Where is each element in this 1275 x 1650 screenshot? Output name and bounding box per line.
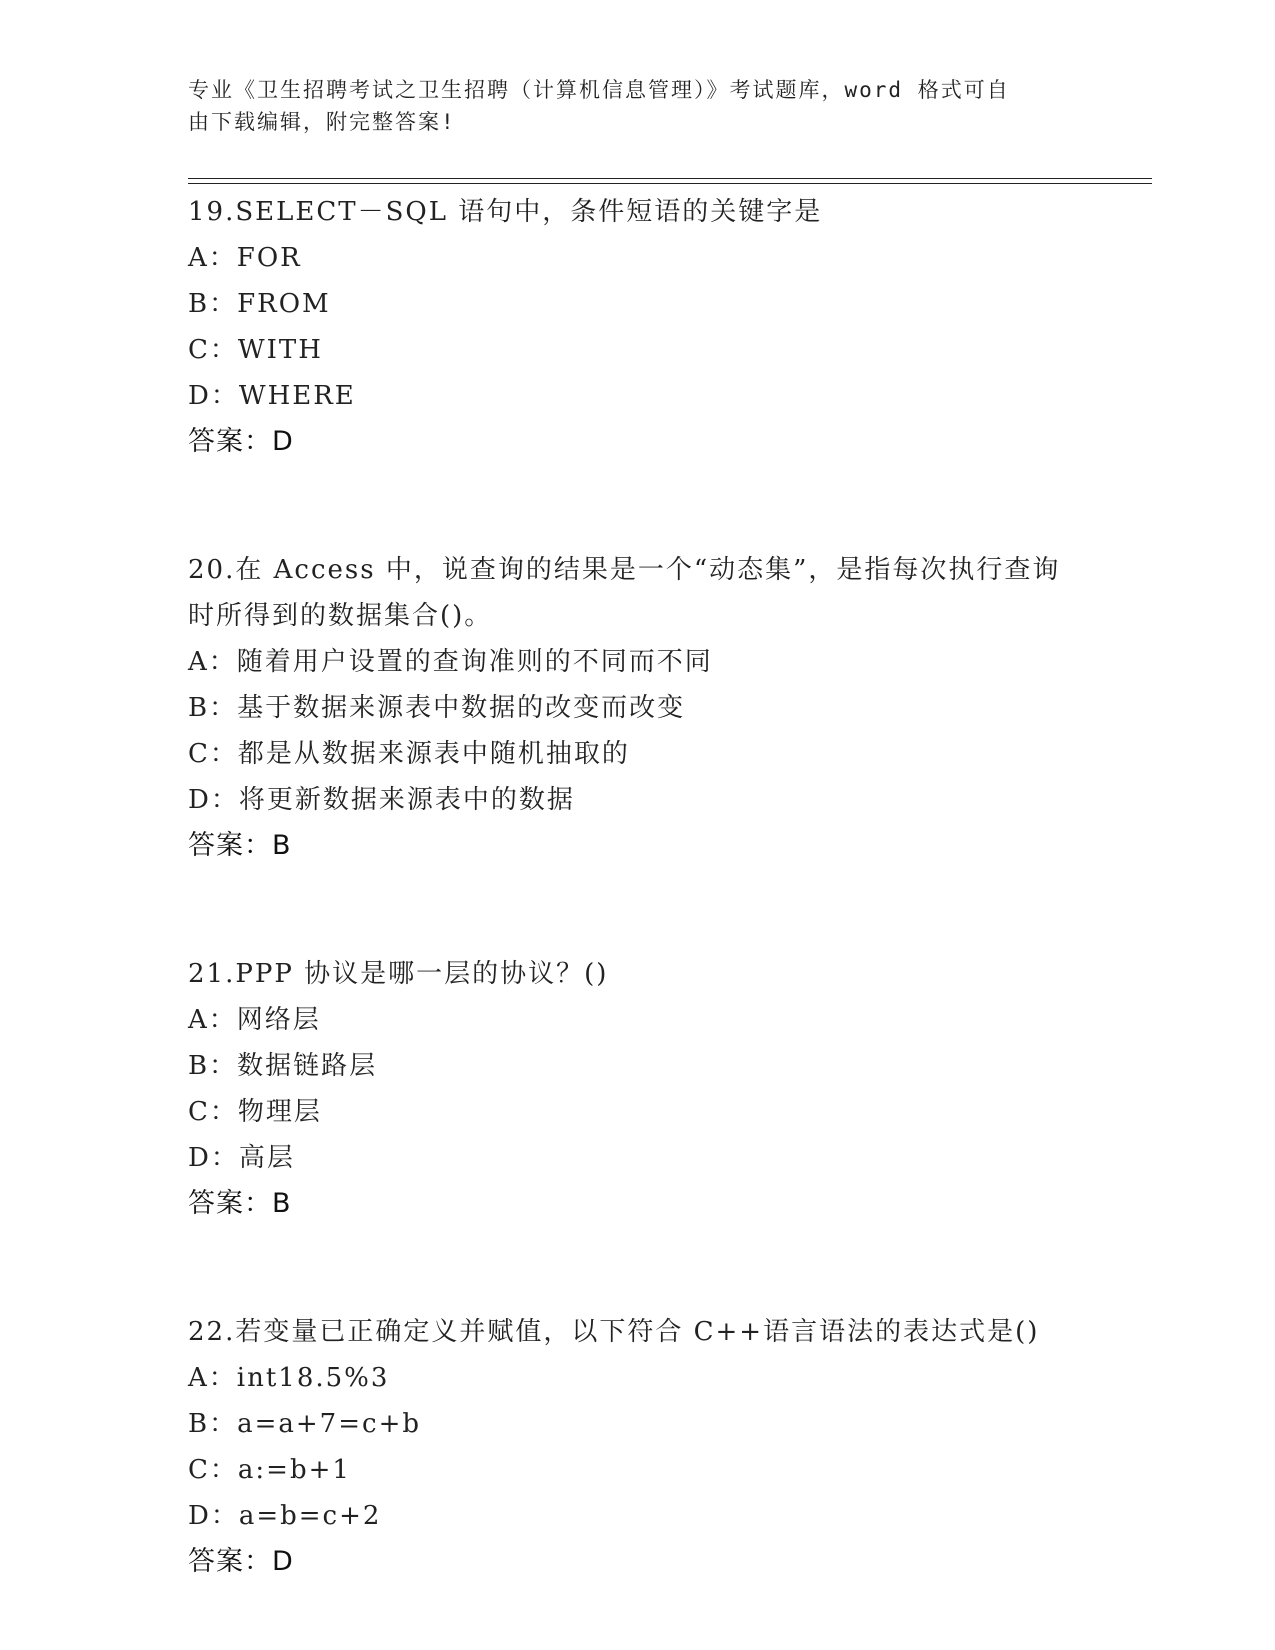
header-divider-bottom xyxy=(188,183,1152,184)
header-line-1: 专业《卫生招聘考试之卫生招聘（计算机信息管理）》考试题库，word 格式可自 xyxy=(188,78,1010,102)
option-b: B：基于数据来源表中数据的改变而改变 xyxy=(188,693,686,723)
option-a: A：int18.5%3 xyxy=(188,1363,390,1393)
question-22 xyxy=(188,1309,1152,1585)
document-header xyxy=(188,74,1068,138)
answer-line: 答案：B xyxy=(188,830,292,861)
option-c: C：WITH xyxy=(188,335,323,365)
question-stem: 22.若变量已正确定义并赋值，以下符合 C++语言语法的表达式是() xyxy=(188,1317,1040,1347)
question-list xyxy=(188,189,1152,1585)
question-spacer xyxy=(188,869,1152,951)
question-spacer xyxy=(188,1227,1152,1309)
option-d: D：a=b=c+2 xyxy=(188,1501,382,1531)
question-21 xyxy=(188,951,1152,1227)
question-stem: 19.SELECT－SQL 语句中，条件短语的关键字是 xyxy=(188,197,823,227)
question-stem: 20.在 Access 中，说查询的结果是一个“动态集”，是指每次执行查询时所得到的数据集合()。 xyxy=(188,555,1061,631)
answer-line: 答案：B xyxy=(188,1188,292,1219)
header-line-2: 由下载编辑，附完整答案! xyxy=(188,110,456,134)
option-b: B：FROM xyxy=(188,289,331,319)
option-c: C：物理层 xyxy=(188,1097,322,1127)
option-a: A：FOR xyxy=(188,243,302,273)
header-divider-top xyxy=(188,178,1152,179)
question-spacer xyxy=(188,465,1152,547)
option-a: A：网络层 xyxy=(188,1005,321,1035)
option-c: C：都是从数据来源表中随机抽取的 xyxy=(188,739,630,769)
question-19 xyxy=(188,189,1152,465)
question-stem: 21.PPP 协议是哪一层的协议？() xyxy=(188,959,609,989)
option-c: C：a:=b+1 xyxy=(188,1455,351,1485)
answer-line: 答案：D xyxy=(188,1546,294,1577)
option-b: B：a=a+7=c+b xyxy=(188,1409,421,1439)
option-d: D：WHERE xyxy=(188,381,356,411)
option-d: D：高层 xyxy=(188,1143,295,1173)
option-a: A：随着用户设置的查询准则的不同而不同 xyxy=(188,647,713,677)
option-b: B：数据链路层 xyxy=(188,1051,378,1081)
option-d: D：将更新数据来源表中的数据 xyxy=(188,785,575,815)
question-20 xyxy=(188,547,1152,869)
answer-line: 答案：D xyxy=(188,426,294,457)
